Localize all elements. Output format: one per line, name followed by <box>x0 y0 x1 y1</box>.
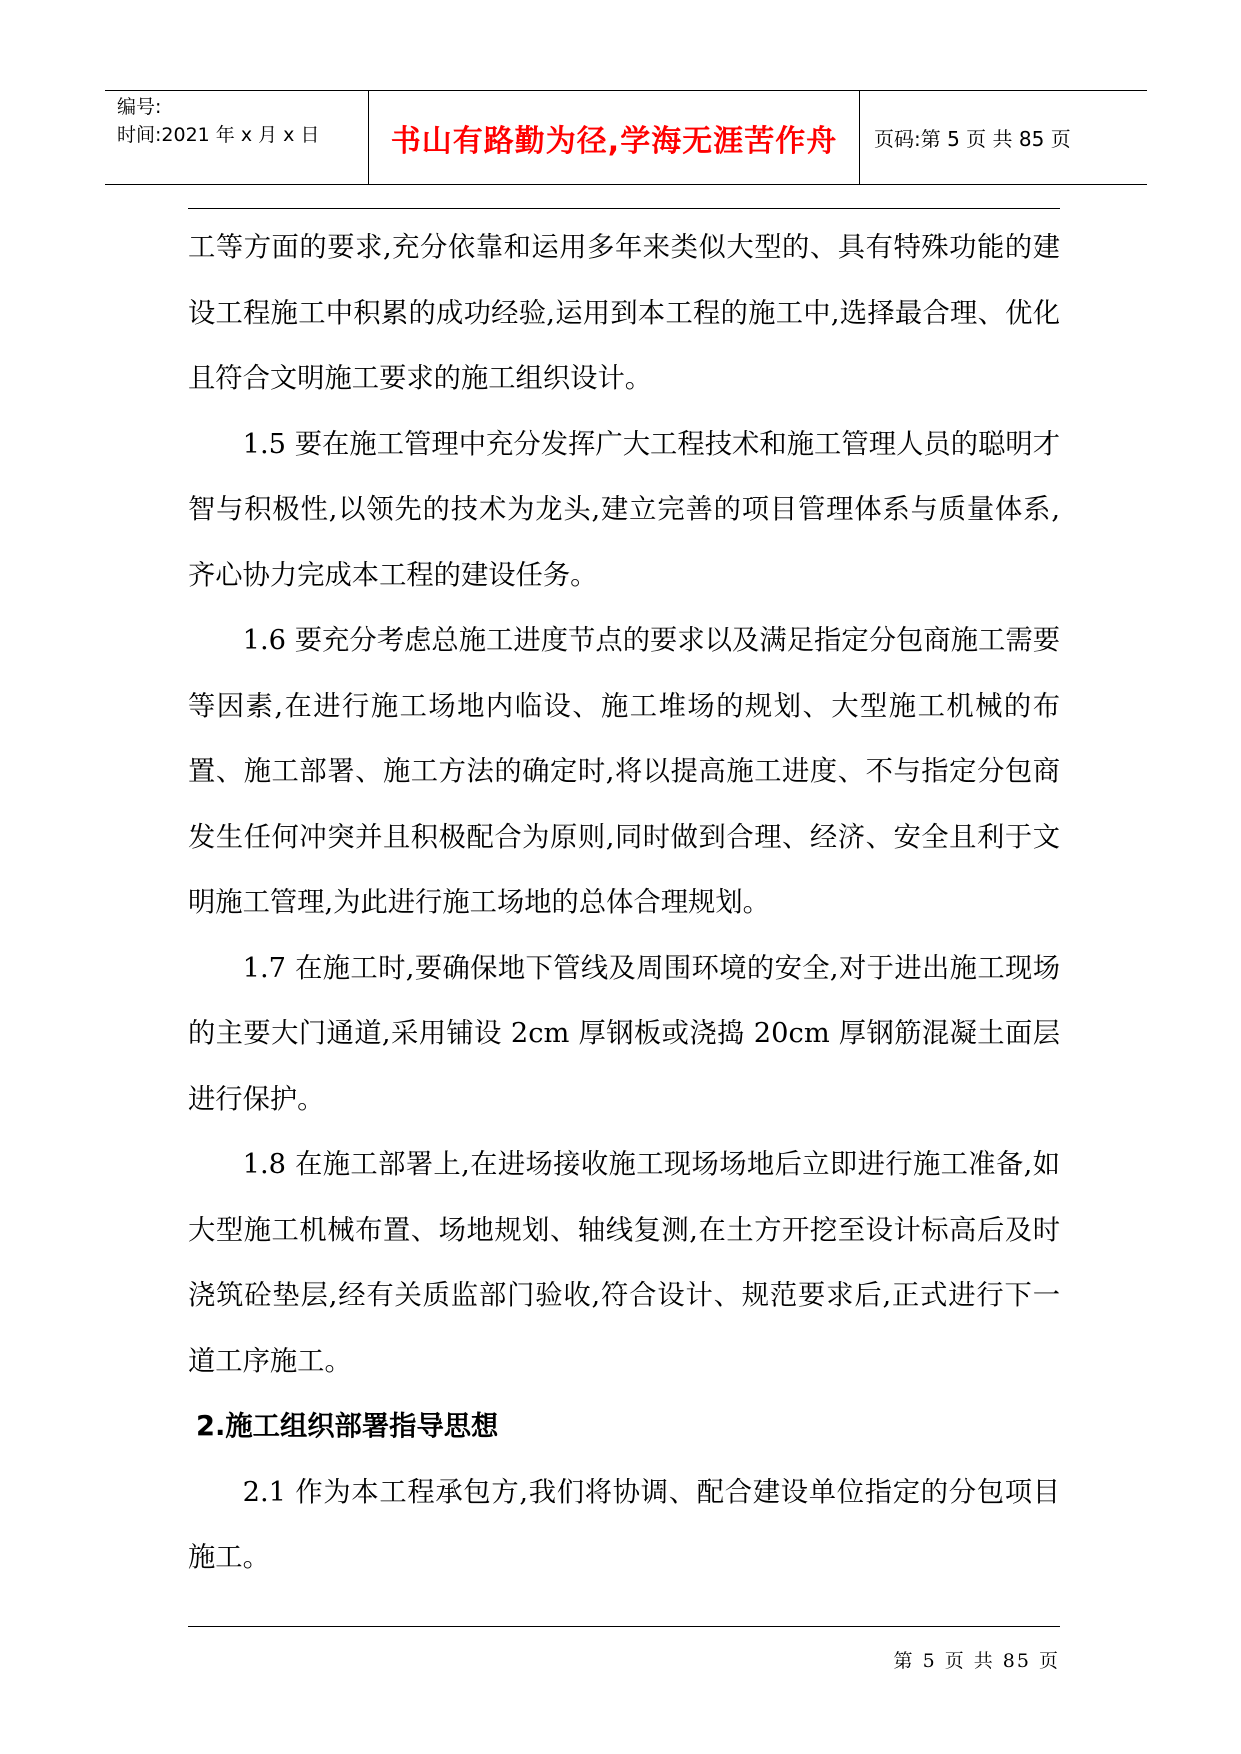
page-footer: 第 5 页 共 85 页 <box>893 1650 1060 1672</box>
paragraph: 1.5 要在施工管理中充分发挥广大工程技术和施工管理人员的聪明才智与积极性,以领先的技术为龙头,建立完善的项目管理体系与质量体系,齐心协力完成本工程的建设任务。 <box>188 428 1060 591</box>
header-motto: 书山有路勤为径,学海无涯苦作舟 <box>390 123 838 159</box>
header-page-cell <box>860 91 1147 184</box>
document-number-label: 编号: <box>117 96 162 118</box>
header-meta-cell <box>105 91 369 184</box>
paragraph: 工等方面的要求,充分依靠和运用多年来类似大型的、具有特殊功能的建设工程施工中积累的成功经验,运用到本工程的施工中,选择最合理、优化且符合文明施工要求的施工组织设计。 <box>188 232 1060 394</box>
document-body <box>188 215 1060 1591</box>
paragraph: 2.1 作为本工程承包方,我们将协调、配合建设单位指定的分包项目施工。 <box>188 1476 1060 1573</box>
top-divider <box>188 208 1060 209</box>
paragraph: 1.7 在施工时,要确保地下管线及周围环境的安全,对于进出施工现场的主要大门通道,采用铺设 2cm 厚钢板或浇捣 20cm 厚钢筋混凝土面层进行保护。 <box>188 952 1060 1115</box>
paragraph: 1.8 在施工部署上,在进场接收施工现场场地后立即进行施工准备,如大型施工机械布置、场地规划、轴线复测,在土方开挖至设计标高后及时浇筑砼垫层,经有关质监部门验收,符合设计、规范要求后,正式进行下一道工序施工。 <box>188 1149 1060 1377</box>
paragraph: 1.6 要充分考虑总施工进度节点的要求以及满足指定分包商施工需要等因素,在进行施工场地内临设、施工堆场的规划、大型施工机械的布置、施工部署、施工方法的确定时,将以提高施工进度、不与指定分包商发生任何冲突并且积极配合为原则,同时做到合理、经济、安全且利于文明施工管理,为此进行施工场地的总体合理规划。 <box>188 625 1060 918</box>
section-heading: 2.施工组织部署指导思想 <box>196 1411 499 1442</box>
header-page-info: 页码:第 5 页 共 85 页 <box>874 127 1071 151</box>
page-header <box>105 90 1147 185</box>
bottom-divider <box>188 1626 1060 1627</box>
header-motto-cell <box>369 91 860 184</box>
document-time: 时间:2021 年 x 月 x 日 <box>117 124 320 146</box>
